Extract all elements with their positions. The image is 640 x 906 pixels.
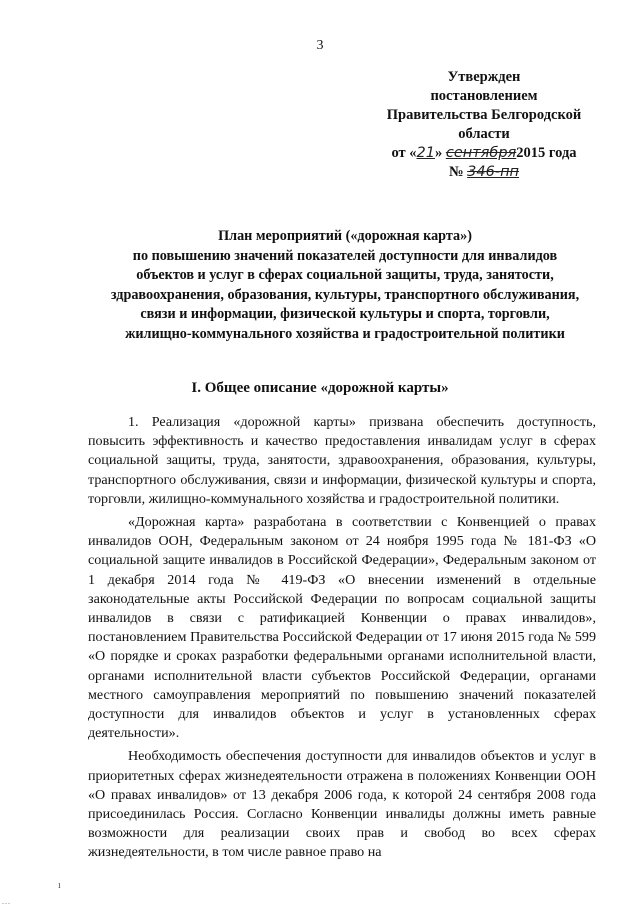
number-prefix: № [448,164,464,180]
paragraph: Необходимость обеспечения доступности для инвалидов объектов и услуг в приоритетных сферах жизнедеятельности отражена в положениях Конвенции ООН «О правах инвалидов» от 13 декабря 2006 года, к которой 24 сентября 2008 года присоединилась Россия. Согласно Конвенции инвалиды должны иметь равные возможности для реализации своих прав и свобод во всех сферах жизнедеятельности, в том числе равное право на [88,748,596,861]
approval-line-region: области [458,126,510,142]
approval-stamp [360,68,608,182]
title-line: здравоохранения, образования, культуры, транспортного обслуживания, [110,286,580,303]
date-day: 21 [416,145,435,161]
date-mid: » [434,145,443,161]
document-title [90,227,600,344]
date-year: 2015 года [516,145,577,161]
body-text [88,413,596,867]
approval-line-government: Правительства Белгородской [386,107,582,123]
title-line: жилищно-коммунального хозяйства и градостроительной политики [125,325,565,342]
approval-line-approved: Утвержден [447,69,521,85]
number-value: 346-пп [467,164,520,180]
date-prefix: от « [391,145,417,161]
corner-mark: ... [2,897,11,906]
approval-line-resolution: постановлением [430,88,538,104]
title-line: План мероприятий («дорожная карта») [218,228,472,244]
page-number: 3 [316,38,324,53]
title-line: связи и информации, физической культуры и спорта, торговли, [140,306,550,322]
paragraph: «Дорожная карта» разработана в соответствии с Конвенцией о правах инвалидов ООН, Федеральным законом от 24 ноября 1995 года № 181-ФЗ «О социальной защите инвалидов в Российской Федерации», Федеральным законом от 1 декабря 2014 года № 419-ФЗ «О внесении изменений в отдельные законодательные акты Российской Федерации по вопросам социальной защиты инвалидов в связи с ратификацией Конвенции о правах инвалидов», постановлением Правительства Российской Федерации от 17 июня 2015 года № 599 «О порядке и сроках разработки федеральными органами исполнительной власти, органами исполнительной власти субъектов Российской Федерации, органами местного самоуправления мероприятий по повышению значений показателей доступности для инвалидов объектов и услуг в установленных сферах деятельности». [88,514,596,742]
section-heading: I. Общее описание «дорожной карты» [191,380,449,396]
approval-number [360,163,608,182]
approval-date [360,144,608,163]
date-month: сентября [445,145,517,161]
paragraph: 1. Реализация «дорожной карты» призвана обеспечить доступность, повысить эффективность и качество предоставления инвалидам услуг в сферах социальной защиты, труда, занятости, здравоохранения, образования, культуры, транспортного обслуживания, связи и информации, физической культуры и спорта, торговли, жилищно-коммунального хозяйства и градостроительной политики. [88,414,596,507]
title-line: объектов и услуг в сферах социальной защиты, труда, занятости, [136,267,554,283]
scan-mark: ı [58,880,61,891]
title-line: по повышению значений показателей доступности для инвалидов [132,247,558,264]
